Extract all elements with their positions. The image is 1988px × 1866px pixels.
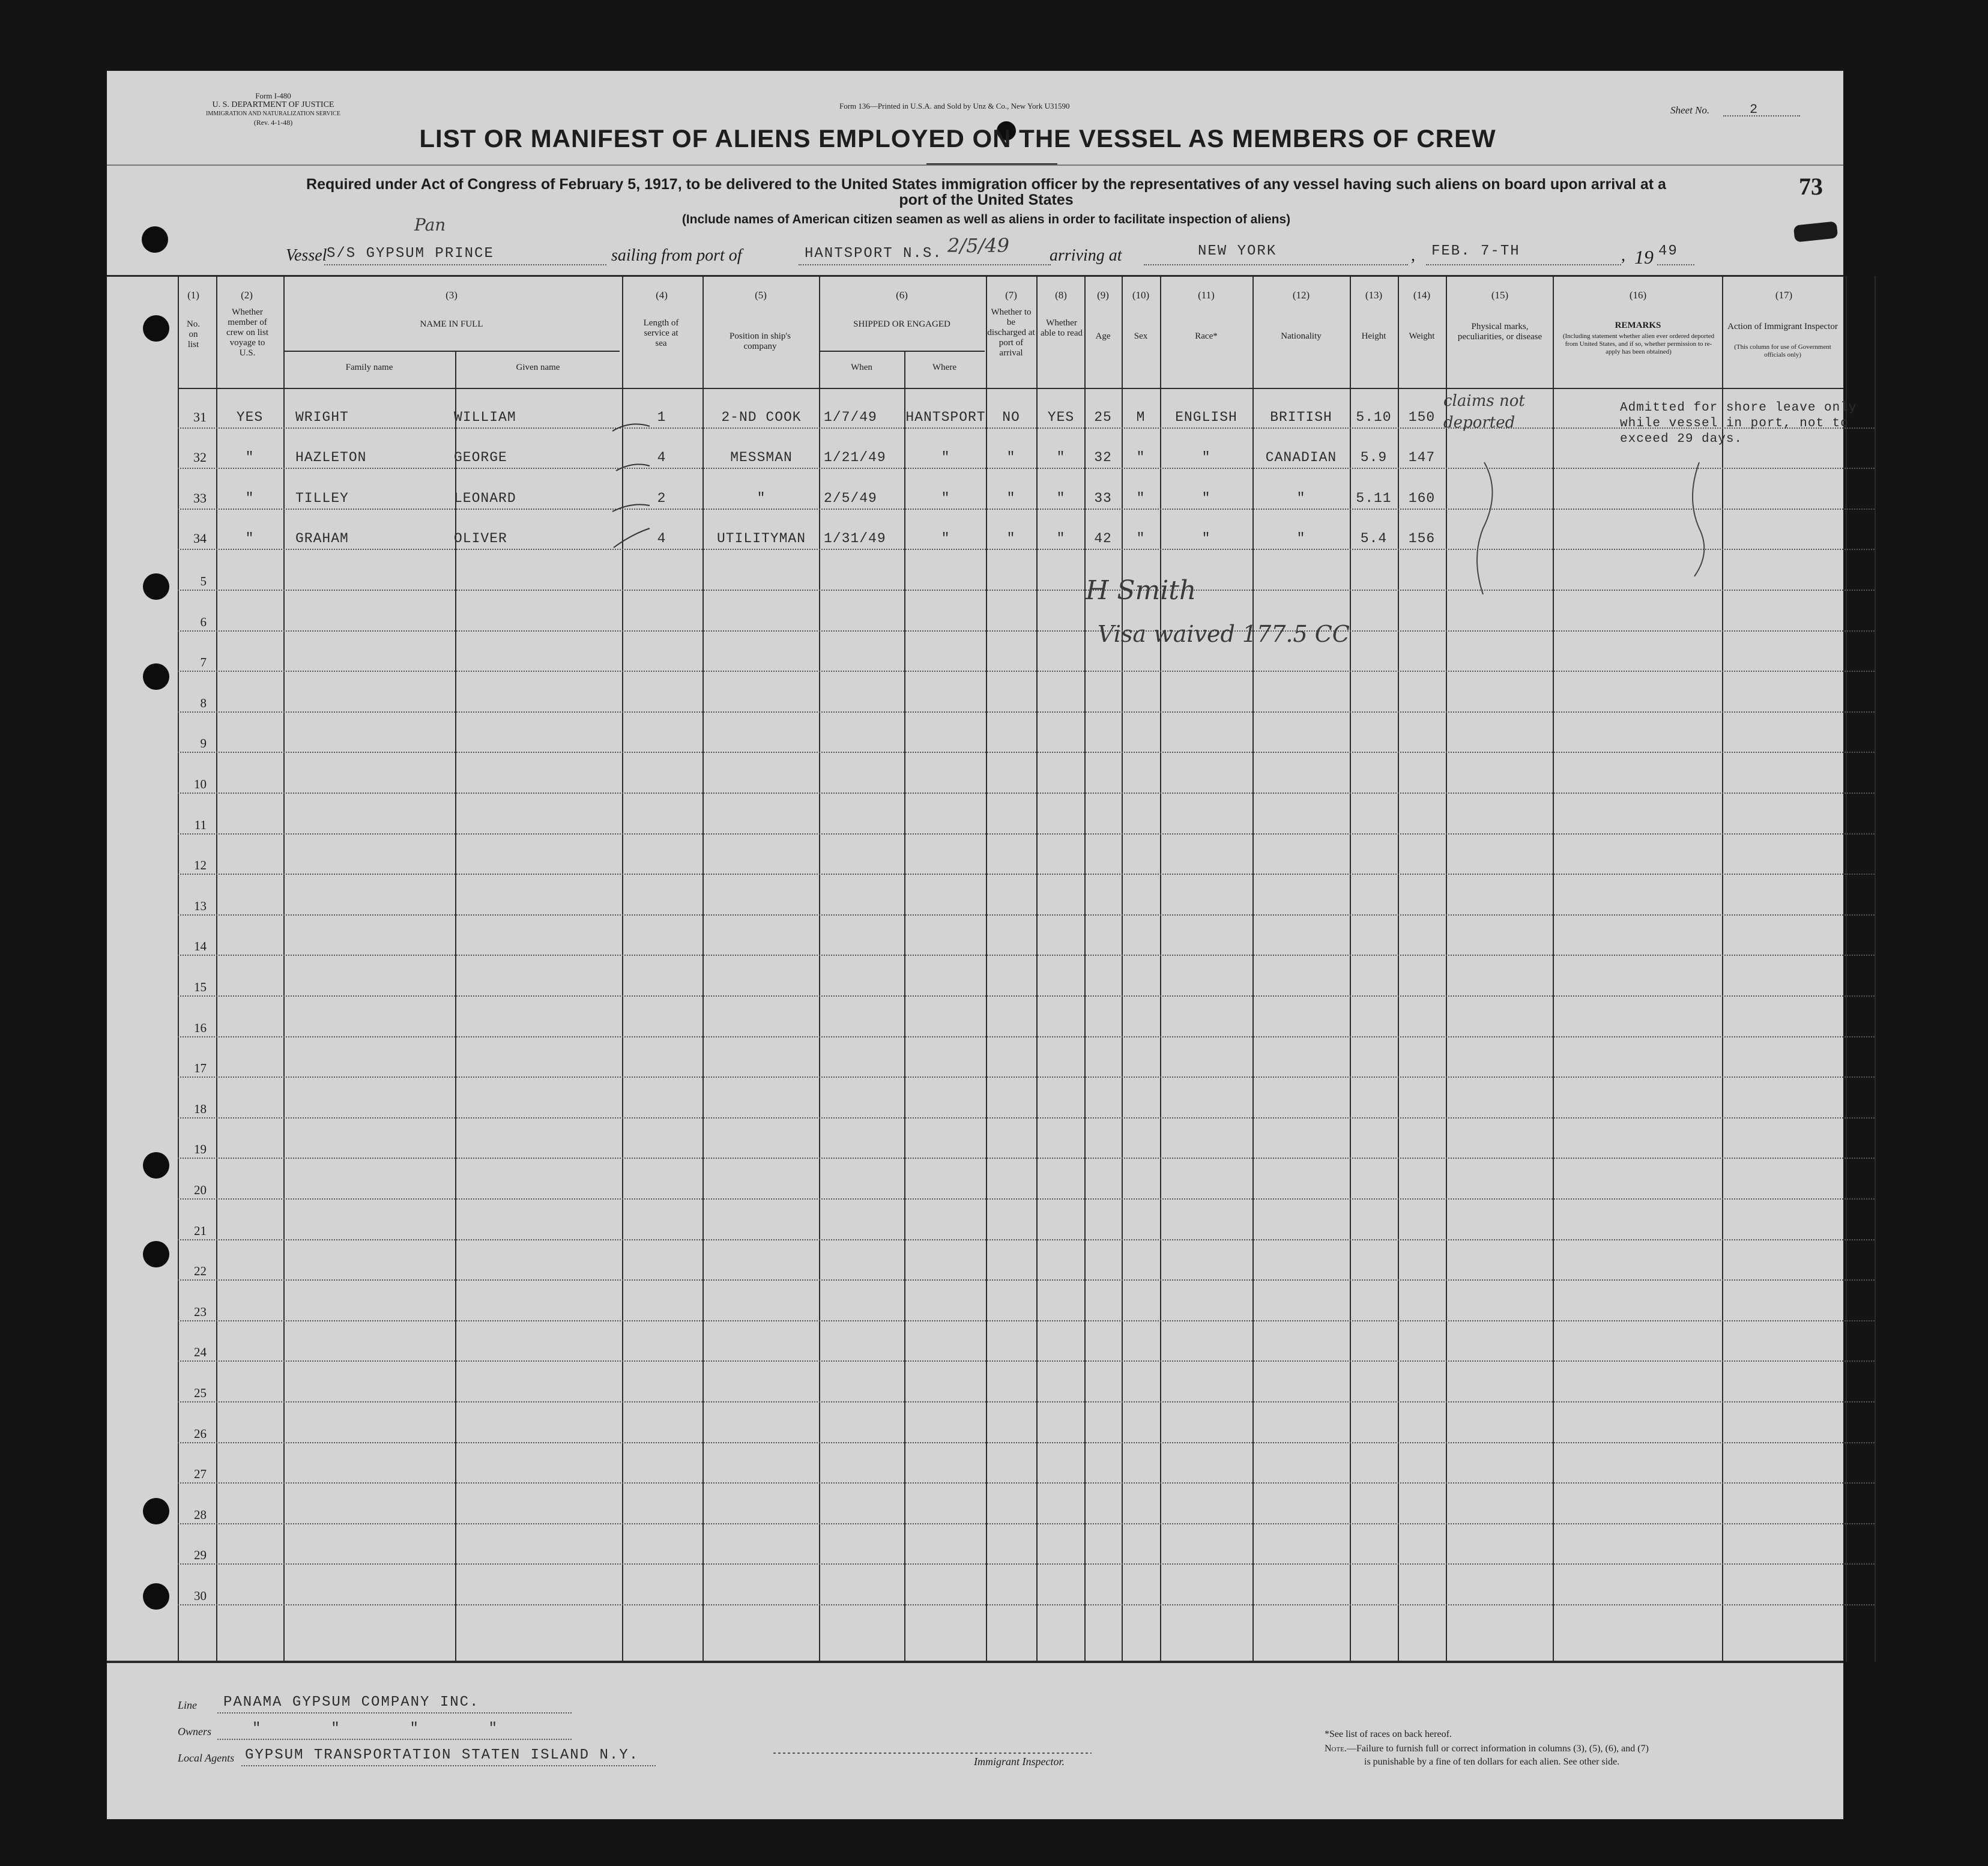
row-number: 8 xyxy=(200,696,207,710)
col-header-when: When xyxy=(851,363,872,372)
col-num-10: (10) xyxy=(1132,289,1150,301)
agents-label: Local Agents xyxy=(178,1752,235,1764)
crew-cell-service: 4 xyxy=(657,531,666,546)
subtitle-line2: port of the United States xyxy=(899,192,1074,208)
line-rule xyxy=(217,1712,572,1714)
col-num-6: (6) xyxy=(896,289,908,301)
row-number: 13 xyxy=(194,899,207,913)
crew-cell-weight: 156 xyxy=(1408,531,1436,546)
row-number: 24 xyxy=(194,1345,207,1359)
crew-cell-weight: 150 xyxy=(1408,409,1436,425)
col-header-nationality: Nationality xyxy=(1281,331,1322,341)
owners-rule xyxy=(217,1739,572,1740)
crew-cell-family: GRAHAM xyxy=(295,531,349,546)
crew-cell-member: " xyxy=(245,491,255,506)
row-number: 15 xyxy=(194,980,207,994)
races-note: *See list of races on back hereof. xyxy=(1325,1729,1452,1739)
comma: , xyxy=(1411,246,1415,265)
form-number: Form I-480 xyxy=(255,91,291,100)
crew-cell-height: 5.4 xyxy=(1360,531,1388,546)
row-number: 30 xyxy=(194,1589,207,1603)
owners-label: Owners xyxy=(178,1726,212,1738)
crew-cell-when: 1/21/49 xyxy=(824,450,886,465)
row-number: 21 xyxy=(194,1224,207,1238)
note-label: Note. xyxy=(1325,1744,1347,1754)
col-header-read: Whether able to read xyxy=(1041,318,1083,338)
subtitle-line1: Required under Act of Congress of February 5, 1917, to be delivered to the United States immigration officer by the representatives of any vessel having such aliens on board upon arrival at a xyxy=(306,176,1666,193)
col-num-16: (16) xyxy=(1629,289,1647,301)
tick-mark xyxy=(614,528,650,548)
col-header-remarks: REMARKS xyxy=(1615,321,1661,330)
crew-cell-where: " xyxy=(941,450,950,465)
vessel-label: Vessel xyxy=(286,246,327,265)
crew-cell-race: ENGLISH xyxy=(1175,409,1237,425)
col-num-3: (3) xyxy=(446,289,458,301)
col-num-17: (17) xyxy=(1775,289,1793,301)
crew-cell-height: 5.9 xyxy=(1360,450,1388,465)
crew-cell-service: 1 xyxy=(657,409,666,425)
row-number: 11 xyxy=(194,818,207,832)
col-header-no: No. on list xyxy=(186,319,201,349)
row-number: 28 xyxy=(194,1508,207,1522)
crew-cell-where: " xyxy=(941,531,950,546)
crew-cell-discharged: NO xyxy=(1002,409,1020,425)
col-header-age: Age xyxy=(1095,331,1111,341)
crew-cell-sex: " xyxy=(1136,450,1146,465)
row-number: 14 xyxy=(194,939,207,953)
col-header-race: Race* xyxy=(1195,331,1218,341)
col-num-4: (4) xyxy=(656,289,668,301)
col-header-sex: Sex xyxy=(1134,331,1148,341)
row-number: 17 xyxy=(194,1061,207,1075)
col-num-11: (11) xyxy=(1198,289,1215,301)
vessel-name: S/S GYPSUM PRINCE xyxy=(327,246,494,262)
crew-cell-discharged: " xyxy=(1006,531,1016,546)
crew-cell-when: 1/31/49 xyxy=(824,531,886,546)
col-header-weight: Weight xyxy=(1409,331,1435,341)
crew-cell-height: 5.11 xyxy=(1356,491,1392,506)
crew-cell-race: " xyxy=(1201,531,1211,546)
col-header-action: Action of Immigrant Inspector xyxy=(1727,322,1838,331)
crew-cell-member: " xyxy=(245,450,255,465)
crew-cell-weight: 147 xyxy=(1408,450,1436,465)
tick-mark xyxy=(612,504,650,512)
col-header-height: Height xyxy=(1361,331,1386,341)
crew-cell-where: " xyxy=(941,491,950,506)
crew-cell-race: " xyxy=(1201,491,1211,506)
year-prefix: 19 xyxy=(1634,246,1654,268)
crew-cell-given: GEORGE xyxy=(454,450,507,465)
sailing-port: HANTSPORT N.S. xyxy=(805,246,943,262)
col-header-member: Whether member of crew on list voyage to U.S. xyxy=(226,307,268,358)
arriving-port: NEW YORK xyxy=(1198,243,1277,259)
row-number: 22 xyxy=(194,1264,207,1278)
row-number: 7 xyxy=(200,655,207,669)
sheet-number: 2 xyxy=(1750,102,1759,117)
sheet-label: Sheet No. xyxy=(1670,104,1710,116)
row-number: 23 xyxy=(194,1305,207,1319)
sailing-label: sailing from port of xyxy=(611,246,742,265)
crew-cell-weight: 160 xyxy=(1408,491,1436,506)
row-number: 6 xyxy=(200,615,207,629)
comma: , xyxy=(1621,246,1625,265)
crew-cell-nationality: BRITISH xyxy=(1270,409,1332,425)
tick-mark xyxy=(616,464,650,471)
owners-value: " " " " xyxy=(252,1721,499,1737)
crew-cell-age: 33 xyxy=(1094,491,1112,506)
col-num-9: (9) xyxy=(1097,289,1109,301)
crew-cell-nationality: CANADIAN xyxy=(1265,450,1337,465)
col-num-8: (8) xyxy=(1055,289,1067,301)
crew-cell-race: " xyxy=(1201,450,1211,465)
col-header-name: NAME IN FULL xyxy=(420,319,483,329)
col-num-14: (14) xyxy=(1413,289,1431,301)
crew-cell-family: HAZLETON xyxy=(295,450,367,465)
col-num-1: (1) xyxy=(187,289,199,301)
col-header-action-detail: (This column for use of Government officials only) xyxy=(1734,343,1831,358)
col-header-given: Given name xyxy=(516,363,560,372)
remarks-line2: while vessel in port, not to xyxy=(1620,417,1849,430)
crew-cell-no: 33 xyxy=(193,491,207,506)
tick-mark xyxy=(612,424,650,431)
row-number: 5 xyxy=(200,574,207,588)
crew-cell-when: 2/5/49 xyxy=(824,491,877,506)
agents-value: GYPSUM TRANSPORTATION STATEN ISLAND N.Y. xyxy=(245,1747,639,1763)
crew-cell-where: HANTSPORT xyxy=(905,409,986,425)
crew-cell-discharged: " xyxy=(1006,450,1016,465)
crew-cell-given: OLIVER xyxy=(454,531,507,546)
arrival-date: FEB. 7-TH xyxy=(1431,243,1520,259)
crew-cell-no: 31 xyxy=(193,409,207,424)
row-number: 27 xyxy=(194,1467,207,1481)
crew-cell-position: MESSMAN xyxy=(730,450,793,465)
visa-note: Visa waived 177.5 CC xyxy=(1098,621,1350,647)
col-header-where: Where xyxy=(932,363,956,372)
revision: (Rev. 4-1-48) xyxy=(253,118,293,127)
crew-cell-nationality: " xyxy=(1296,531,1306,546)
col-header-physical: Physical marks, peculiarities, or disease xyxy=(1457,322,1542,342)
line-label: Line xyxy=(178,1699,198,1711)
physical-note: claims not deported xyxy=(1443,392,1525,432)
crew-cell-member: " xyxy=(245,531,255,546)
col-header-shipped: SHIPPED OR ENGAGED xyxy=(853,319,950,329)
crew-cell-sex: " xyxy=(1136,491,1146,506)
department: U. S. DEPARTMENT OF JUSTICE xyxy=(212,100,334,109)
row-number: 9 xyxy=(200,736,207,750)
sailing-date: 2/5/49 xyxy=(947,234,1009,257)
note-text: —Failure to furnish full or correct information in columns (3), (5), (6), and (7) xyxy=(1346,1744,1649,1754)
fine-note-2: is punishable by a fine of ten dollars for each alien. See other side. xyxy=(1364,1757,1620,1767)
col-header-family: Family name xyxy=(345,363,393,372)
page-stamp: 73 xyxy=(1799,173,1823,200)
crew-cell-position: UTILITYMAN xyxy=(716,531,806,546)
row-number: 18 xyxy=(194,1102,207,1116)
ditto-brace xyxy=(1477,462,1493,594)
crew-cell-when: 1/7/49 xyxy=(824,409,877,425)
col-num-12: (12) xyxy=(1292,289,1310,301)
row-number: 29 xyxy=(194,1548,207,1562)
crew-cell-service: 4 xyxy=(657,450,666,465)
crew-cell-sex: M xyxy=(1136,409,1146,425)
vessel-note: Pan xyxy=(414,215,446,235)
crew-cell-read: " xyxy=(1056,491,1066,506)
agents-rule xyxy=(241,1765,656,1766)
col-header-position: Position in ship's company xyxy=(730,331,791,351)
crew-cell-nationality: " xyxy=(1296,491,1306,506)
service: IMMIGRATION AND NATURALIZATION SERVICE xyxy=(206,110,340,117)
arriving-label: arriving at xyxy=(1050,246,1122,265)
crew-cell-family: TILLEY xyxy=(295,491,349,506)
signature: H Smith xyxy=(1086,575,1197,606)
printer-note: Form 136—Printed in U.S.A. and Sold by Unz & Co., New York U31590 xyxy=(839,101,1070,110)
crew-cell-member: YES xyxy=(236,409,264,425)
crew-cell-position: 2-ND COOK xyxy=(721,409,802,425)
row-number: 20 xyxy=(194,1183,207,1197)
crew-cell-given: WILLIAM xyxy=(454,409,516,425)
col-num-7: (7) xyxy=(1005,289,1017,301)
page-title: LIST OR MANIFEST OF ALIENS EMPLOYED ON THE VESSEL AS MEMBERS OF CREW xyxy=(419,124,1496,152)
crew-cell-no: 34 xyxy=(193,531,207,546)
crew-cell-age: 32 xyxy=(1094,450,1112,465)
crew-cell-read: " xyxy=(1056,450,1066,465)
ditto-brace xyxy=(1693,462,1704,576)
crew-cell-given: LEONARD xyxy=(454,491,516,506)
subtitle-line3: (Include names of American citizen seamen as well as aliens in order to facilitate inspection of aliens) xyxy=(681,213,1291,226)
crew-cell-read: " xyxy=(1056,531,1066,546)
col-header-service: Length of service at sea xyxy=(643,318,679,348)
crew-cell-read: YES xyxy=(1047,409,1075,425)
line-value: PANAMA GYPSUM COMPANY INC. xyxy=(223,1694,480,1710)
crew-cell-service: 2 xyxy=(657,491,666,506)
fine-note xyxy=(1325,1744,1649,1754)
crew-cell-discharged: " xyxy=(1006,491,1016,506)
col-num-5: (5) xyxy=(755,289,767,301)
crew-cell-no: 32 xyxy=(193,450,207,465)
row-number: 25 xyxy=(194,1386,207,1400)
col-num-15: (15) xyxy=(1491,289,1509,301)
col-num-2: (2) xyxy=(241,289,253,301)
inspector-label: Immigrant Inspector. xyxy=(974,1756,1065,1768)
crew-cell-age: 42 xyxy=(1094,531,1112,546)
crew-cell-height: 5.10 xyxy=(1356,409,1392,425)
row-number: 26 xyxy=(194,1427,207,1441)
remarks-line1: Admitted for shore leave only xyxy=(1620,401,1857,415)
row-number: 10 xyxy=(194,777,207,791)
col-header-remarks-detail: (Including statement whether alien ever ordered deported from United States, and if so, whether permission to re-apply has been obtained) xyxy=(1562,333,1715,355)
col-num-13: (13) xyxy=(1365,289,1383,301)
crew-cell-sex: " xyxy=(1136,531,1146,546)
row-number: 19 xyxy=(194,1142,207,1156)
crew-cell-age: 25 xyxy=(1094,409,1112,425)
remarks-line3: exceed 29 days. xyxy=(1620,432,1743,446)
crew-cell-family: WRIGHT xyxy=(295,409,349,425)
col-header-discharged: Whether to be discharged at port of arrival xyxy=(987,307,1035,358)
row-number: 12 xyxy=(194,858,207,872)
row-number: 16 xyxy=(194,1021,207,1035)
year-suffix: 49 xyxy=(1658,243,1678,259)
crew-cell-position: " xyxy=(757,491,766,506)
